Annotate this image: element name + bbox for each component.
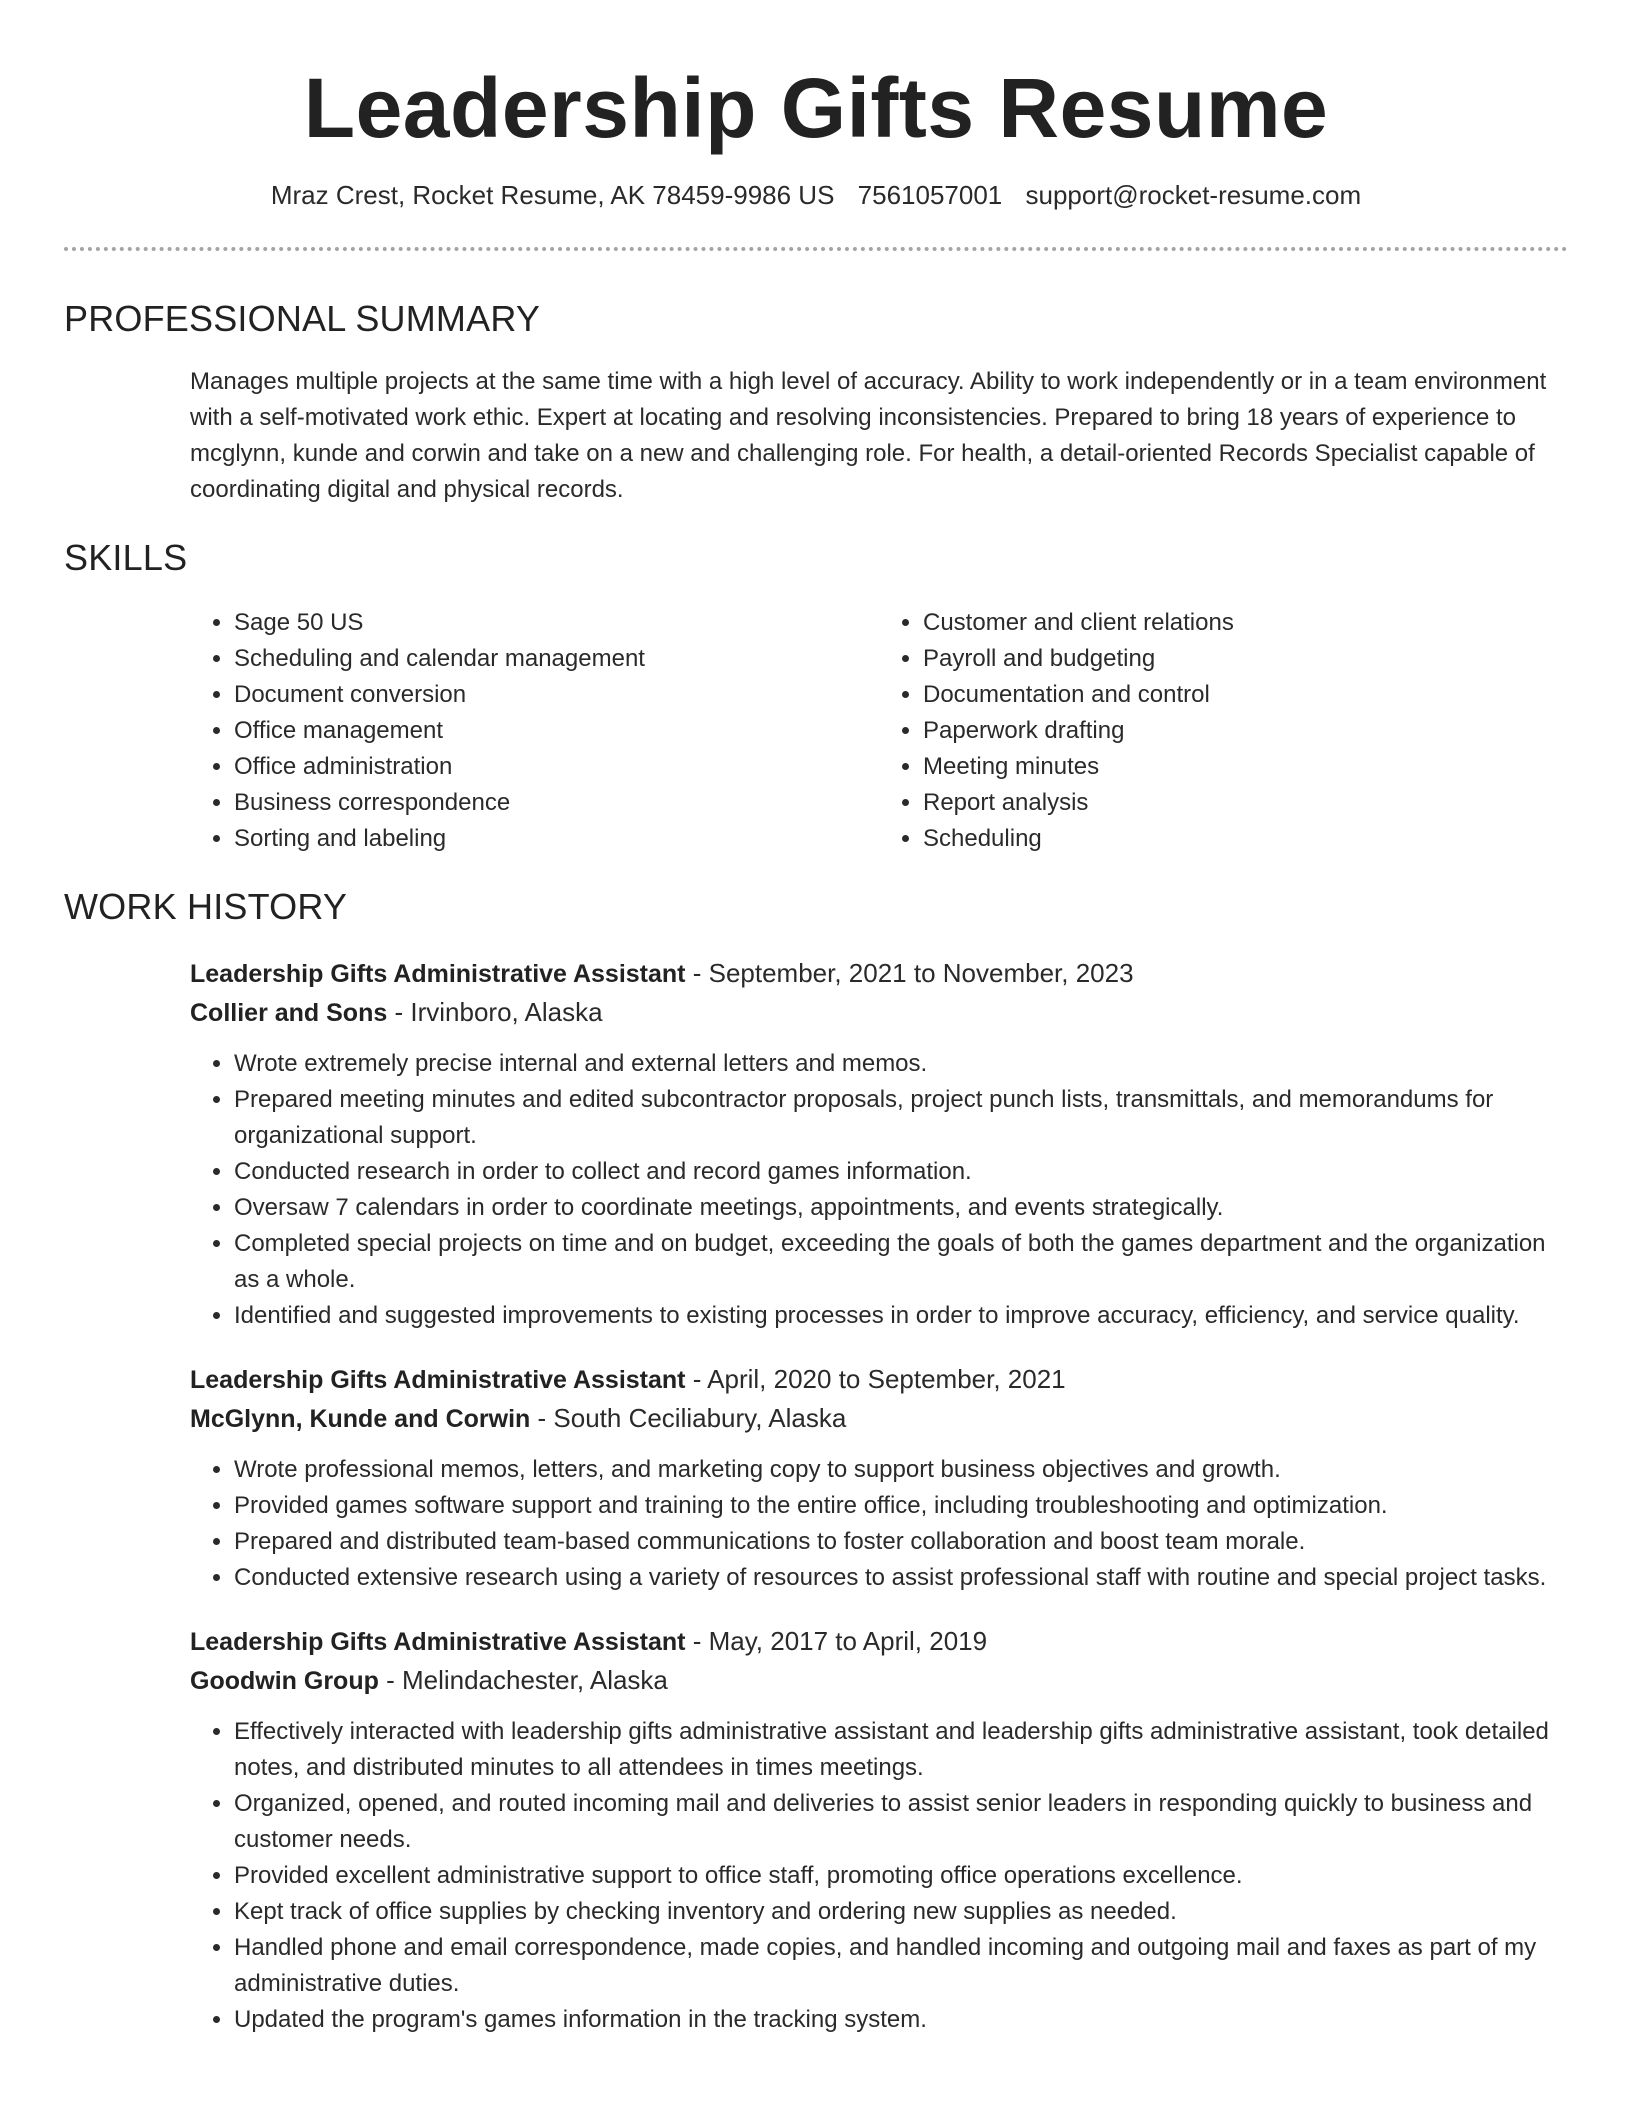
duty-item: • Conducted extensive research using a variety of resources to assist professional staff with routine and special project tasks. [234, 1560, 1568, 1596]
summary-text: Manages multiple projects at the same time with a high level of accuracy. Ability to work independently or in a team environment with a self-motivated work ethic. Expert at locating and resolving inconsistencies. Prepared to bring 18 years of experience to mcglynn, kunde and corwin and take on a new and challenging role. For health, a detail-oriented Records Specialist capable of coordinating digital and physical records. [190, 367, 1547, 503]
job-title-line [190, 954, 1568, 993]
skill-item: • Office administration [234, 749, 879, 785]
job-title-line [190, 1360, 1568, 1399]
skill-item: • Documentation and control [923, 677, 1568, 713]
skills-column-left [190, 605, 879, 857]
duty-item: • Provided games software support and training to the entire office, including troubleshooting and optimization. [234, 1488, 1568, 1524]
skill-item: • Sorting and labeling [234, 821, 879, 857]
resume-page [64, 0, 1568, 2038]
duty-item: • Provided excellent administrative support to office staff, promoting office operations excellence. [234, 1858, 1568, 1894]
skill-item: • Office management [234, 713, 879, 749]
duty-item: • Kept track of office supplies by checking inventory and ordering new supplies as needed. [234, 1894, 1568, 1930]
job-company-line [190, 1661, 1568, 1700]
duty-item: • Handled phone and email correspondence, made copies, and handled incoming and outgoing mail and faxes as part of my administrative duties. [234, 1930, 1568, 2002]
job-duties [190, 1046, 1568, 1334]
duty-item: • Wrote professional memos, letters, and marketing copy to support business objectives and growth. [234, 1452, 1568, 1488]
duty-item: • Prepared meeting minutes and edited subcontractor proposals, project punch lists, transmittals, and memorandums for organizational support. [234, 1082, 1568, 1154]
skill-item: • Document conversion [234, 677, 879, 713]
duty-item: • Prepared and distributed team-based communications to foster collaboration and boost team morale. [234, 1524, 1568, 1560]
skill-item: • Business correspondence [234, 785, 879, 821]
job-entry [190, 954, 1568, 1334]
skill-item: • Scheduling [923, 821, 1568, 857]
work-history-heading: WORK HISTORY [64, 885, 348, 927]
job-company-line [190, 993, 1568, 1032]
job-location: - South Ceciliabury, Alaska [530, 1403, 847, 1434]
job-company: McGlynn, Kunde and Corwin [190, 1405, 531, 1434]
resume-title: Leadership Gifts Resume [303, 61, 1329, 155]
job-location: - Irvinboro, Alaska [387, 997, 603, 1028]
summary-heading: PROFESSIONAL SUMMARY [64, 297, 541, 339]
job-role: Leadership Gifts Administrative Assistant [190, 960, 686, 989]
header-divider [64, 247, 1568, 251]
skills-heading: SKILLS [64, 536, 188, 578]
contact-address: Mraz Crest, Rocket Resume, AK 78459-9986 US [270, 179, 835, 210]
contact-line [64, 179, 1568, 213]
duty-item: • Effectively interacted with leadership gifts administrative assistant and leadership gifts administrative assistant, took detailed notes, and distributed minutes to all attendees in times meetings. [234, 1714, 1568, 1786]
contact-phone: 7561057001 [857, 179, 1003, 210]
contact-email: support@rocket-resume.com [1025, 179, 1362, 210]
skill-item: • Paperwork drafting [923, 713, 1568, 749]
skill-item: • Payroll and budgeting [923, 641, 1568, 677]
skill-item: • Scheduling and calendar management [234, 641, 879, 677]
job-dates: - September, 2021 to November, 2023 [685, 958, 1134, 989]
job-duties [190, 1452, 1568, 1596]
duty-item: • Conducted research in order to collect and record games information. [234, 1154, 1568, 1190]
skill-item: • Meeting minutes [923, 749, 1568, 785]
job-title-line [190, 1622, 1568, 1661]
job-location: - Melindachester, Alaska [378, 1665, 668, 1696]
duty-item: • Oversaw 7 calendars in order to coordinate meetings, appointments, and events strategically. [234, 1190, 1568, 1226]
duty-item: • Wrote extremely precise internal and external letters and memos. [234, 1046, 1568, 1082]
job-entry [190, 1360, 1568, 1596]
duty-item: • Organized, opened, and routed incoming mail and deliveries to assist senior leaders in responding quickly to business and customer needs. [234, 1786, 1568, 1858]
job-role: Leadership Gifts Administrative Assistant [190, 1628, 686, 1657]
duty-item: • Completed special projects on time and on budget, exceeding the goals of both the games department and the organization as a whole. [234, 1226, 1568, 1298]
skill-item: • Customer and client relations [923, 605, 1568, 641]
job-dates: - April, 2020 to September, 2021 [685, 1364, 1066, 1395]
skill-item: • Report analysis [923, 785, 1568, 821]
job-duties [190, 1714, 1568, 2038]
job-company-line [190, 1399, 1568, 1438]
job-dates: - May, 2017 to April, 2019 [685, 1626, 988, 1657]
skills-column-right [879, 605, 1568, 857]
job-entry [190, 1622, 1568, 2038]
duty-item: • Identified and suggested improvements to existing processes in order to improve accuracy, efficiency, and service quality. [234, 1298, 1568, 1334]
duty-item: • Updated the program's games information in the tracking system. [234, 2002, 1568, 2038]
job-company: Goodwin Group [190, 1667, 379, 1696]
skills-grid [190, 605, 1568, 857]
job-role: Leadership Gifts Administrative Assistant [190, 1366, 686, 1395]
skill-item: • Sage 50 US [234, 605, 879, 641]
job-company: Collier and Sons [190, 999, 388, 1028]
